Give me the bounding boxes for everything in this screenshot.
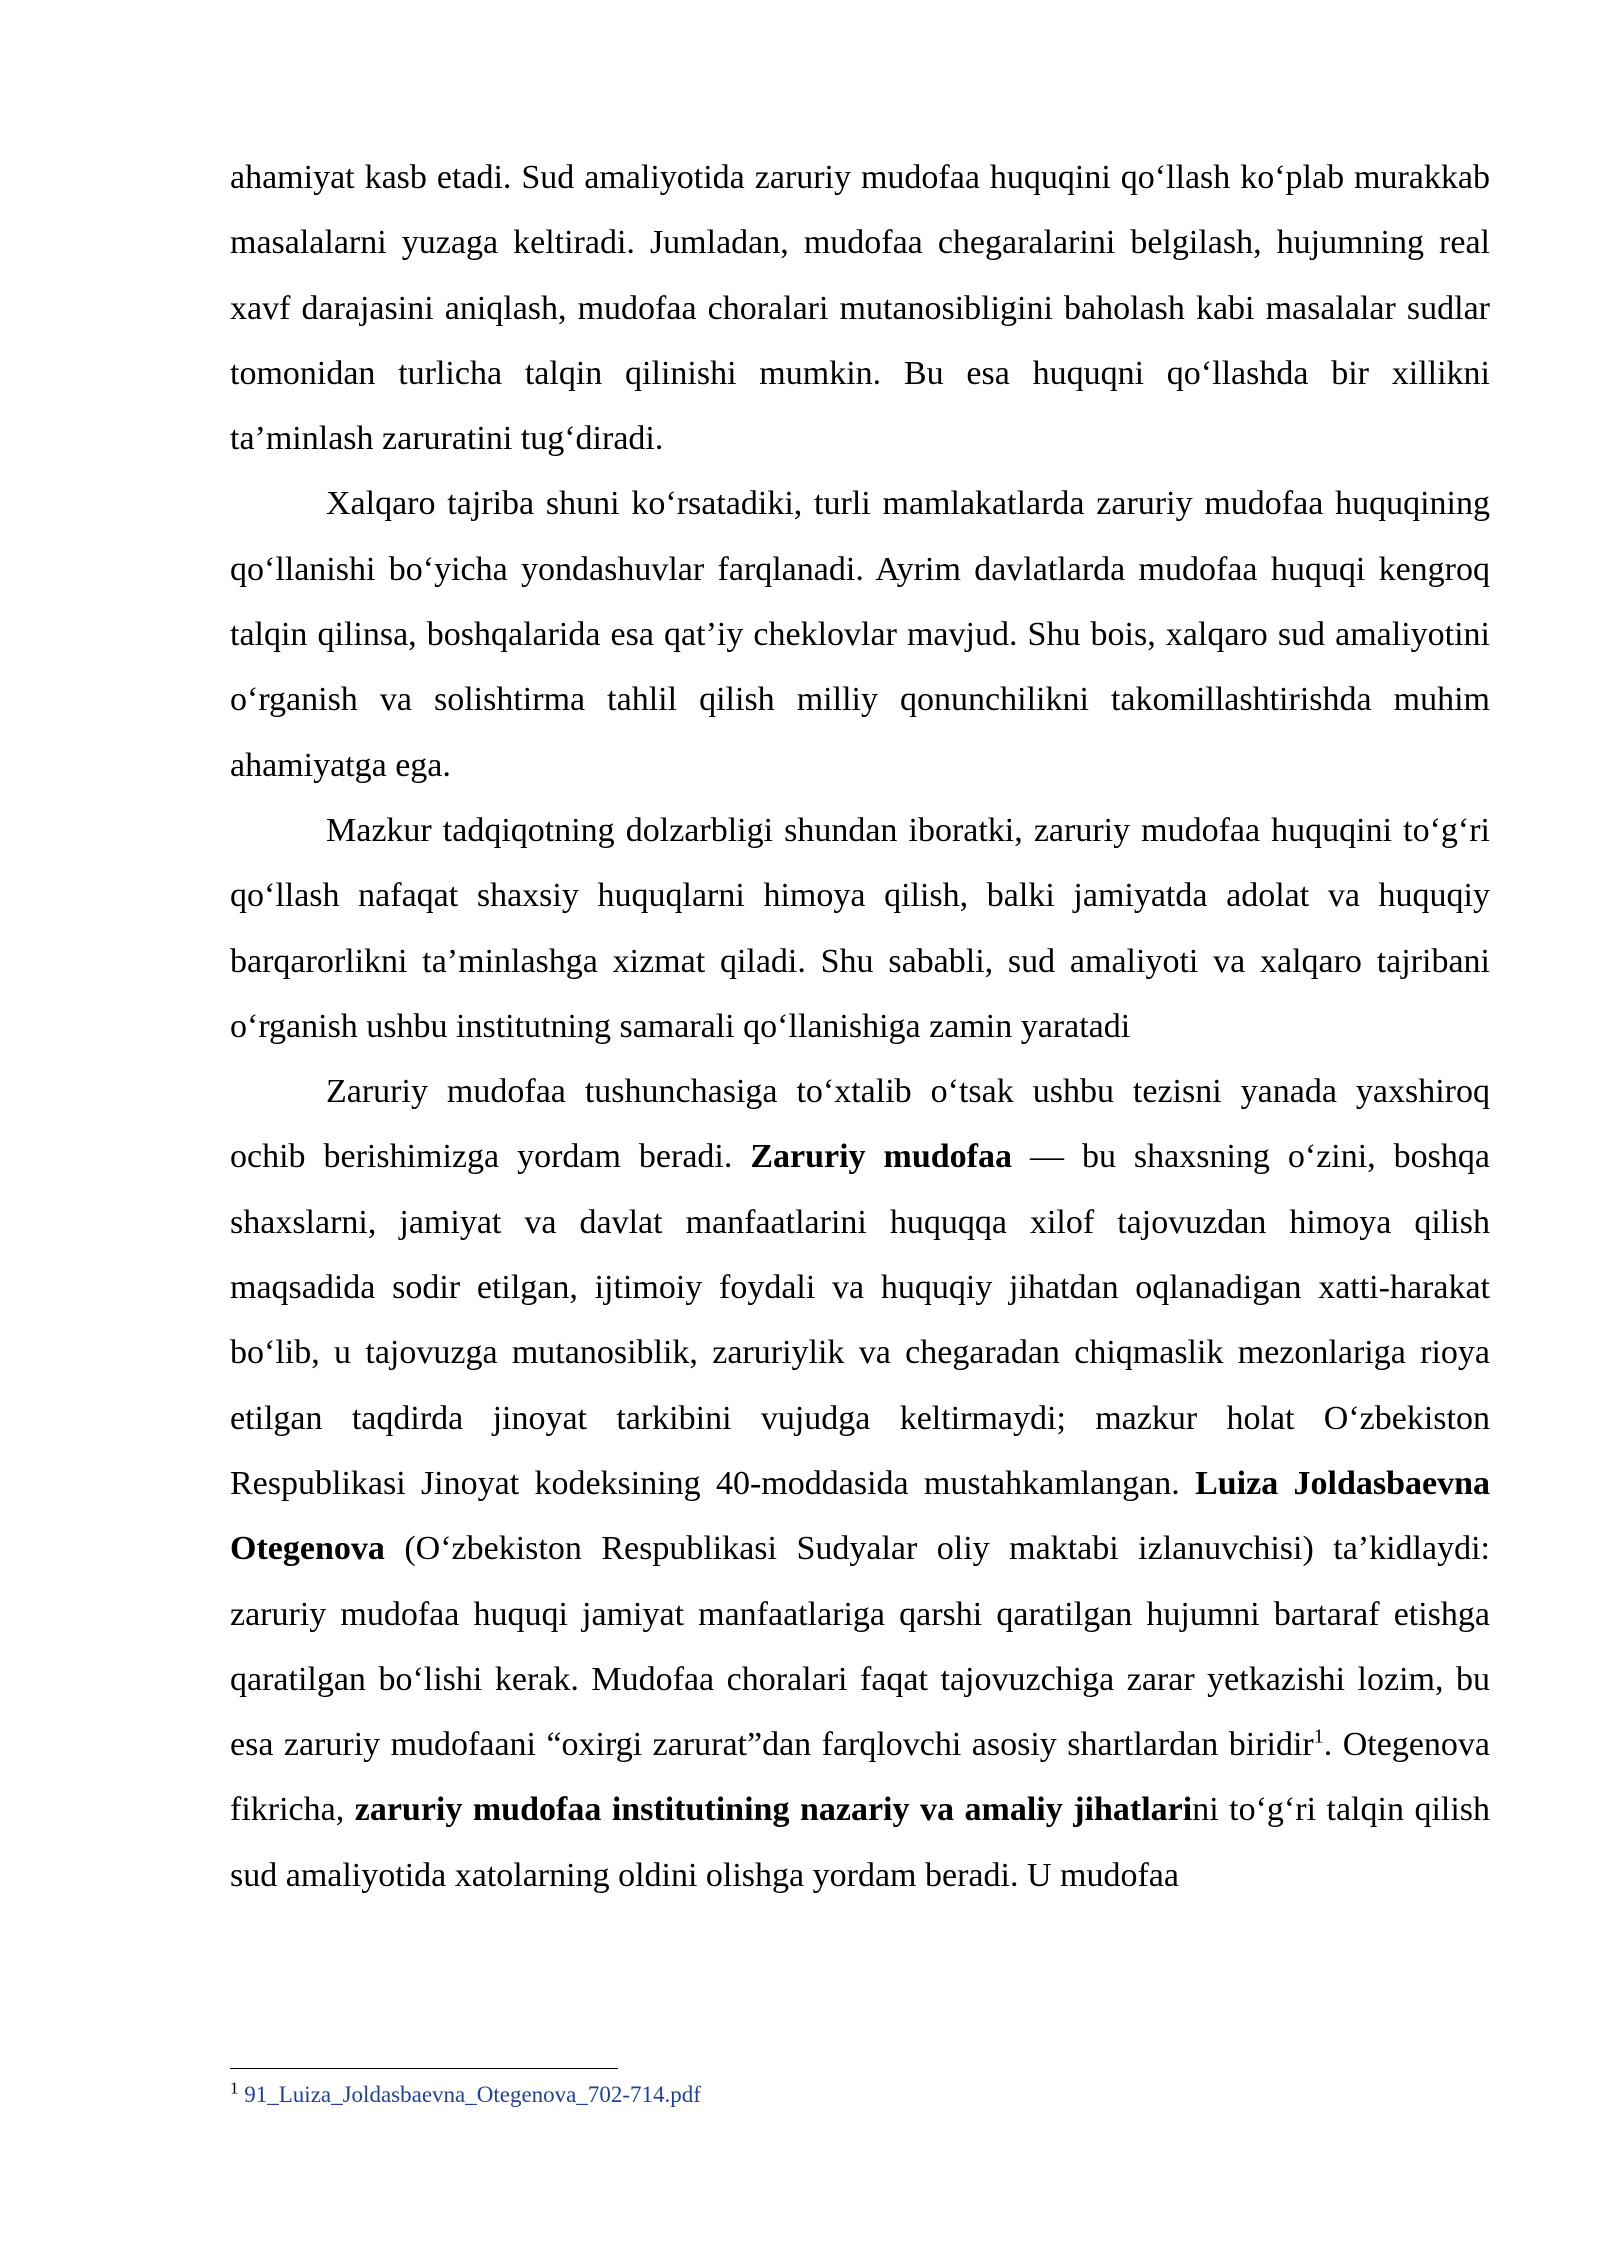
footnote-separator [230,2068,618,2069]
footnote-link[interactable]: 91_Luiza_Joldasbaevna_Otegenova_702-714.pdf [244,2082,701,2107]
text-run: Xalqaro tajriba shuni ko‘rsatadiki, turli mamlakatlarda zaruriy mudofaa huquqining qo‘llanishi bo‘yicha yondashuvlar farqlanadi. Ayrim davlatlarda mudofaa huquqi kengroq talqin qilinsa, boshqalarida esa qat’iy cheklovlar mavjud. Shu bois, xalqaro sud amaliyotini o‘rganish va solishtirma tahlil qilish milliy qonunchilikni takomillashtirishda muhim ahamiyatga ega. [230,485,1490,784]
text-run: (O‘zbekiston Respublikasi Sudyalar oliy maktabi izlanuvchisi) ta’kidlaydi: zaruriy mudofaa huquqi jamiyat manfaatlariga qarshi qaratilgan hujumni bartaraf etishga qaratilgan bo‘lishi kerak. Mudofaa choralari faqat tajovuzchiga zarar yetkazishi lozim, bu esa zaruriy mudofaani “oxirgi zarurat”dan farqlovchi asosiy shartlardan biridir [230,1530,1490,1764]
text-run: Mazkur tadqiqotning dolzarbligi shundan iboratki, zaruriy mudofaa huquqini to‘g‘ri qo‘llash nafaqat shaxsiy huquqlarni himoya qilish, balki jamiyatda adolat va huquqiy barqarorlikni ta’minlashga xizmat qiladi. Shu sababli, sud amaliyoti va xalqaro tajribani o‘rganish ushbu institutning samarali qo‘llanishiga zamin yaratadi [230,811,1490,1045]
text-run: ni to‘g‘ri talqin qilish sud amaliyotida xatolarning oldini olishga yordam beradi. U mudofaa [230,1791,1491,1894]
text-run: — bu shaxsning o‘zini, boshqa shaxslarni, jamiyat va davlat manfaatlarini huquqqa xilof tajovuzdan himoya qilish maqsadida sodir etilgan, ijtimoiy foydali va huquqiy jihatdan oqlanadigan xatti-harakat bo‘lib, u tajovuzga mutanosiblik, zaruriylik va chegaradan chiqmaslik mezonlariga rioya etilgan taqdirda jinoyat tarkibini vujudga keltirmaydi; mazkur holat O‘zbekiston Respublikasi Jinoyat kodeksining 40-moddasida mustahkamlangan. [230,1138,1490,1502]
bold-term: zaruriy mudofaa institutining nazariy va amaliy jihatlari [354,1791,1193,1829]
text-run: . Otegenova fikricha, [230,1726,1490,1829]
paragraph [230,471,1490,797]
paragraph [230,798,1490,1059]
footnote-reference[interactable]: 1 [1313,1725,1324,1748]
document-body [230,145,1490,1908]
paragraph [230,145,1490,471]
text-run: Zaruriy mudofaa tushunchasiga to‘xtalib o‘tsak ushbu tezisni yanada yaxshiroq ochib berishimizga yordam beradi. [230,1073,1490,1176]
paragraph [230,1059,1490,1908]
bold-term: Zaruriy mudofaa [750,1138,1012,1176]
footnote-mark: 1 [230,2078,239,2098]
text-run: ahamiyat kasb etadi. Sud amaliyotida zaruriy mudofaa huquqini qo‘llash ko‘plab murakkab masalalarni yuzaga keltiradi. Jumladan, mudofaa chegaralarini belgilash, hujumning real xavf darajasini aniqlash, mudofaa choralari mutanosibligini baholash kabi masalalar sudlar tomonidan turlicha talqin qilinishi mumkin. Bu esa huquqni qo‘llashda bir xillikni ta’minlash zaruratini tug‘diradi. [230,159,1490,458]
footnote [230,2080,701,2110]
bold-term: Luiza Joldasbaevna Otegenova [230,1464,1490,1568]
